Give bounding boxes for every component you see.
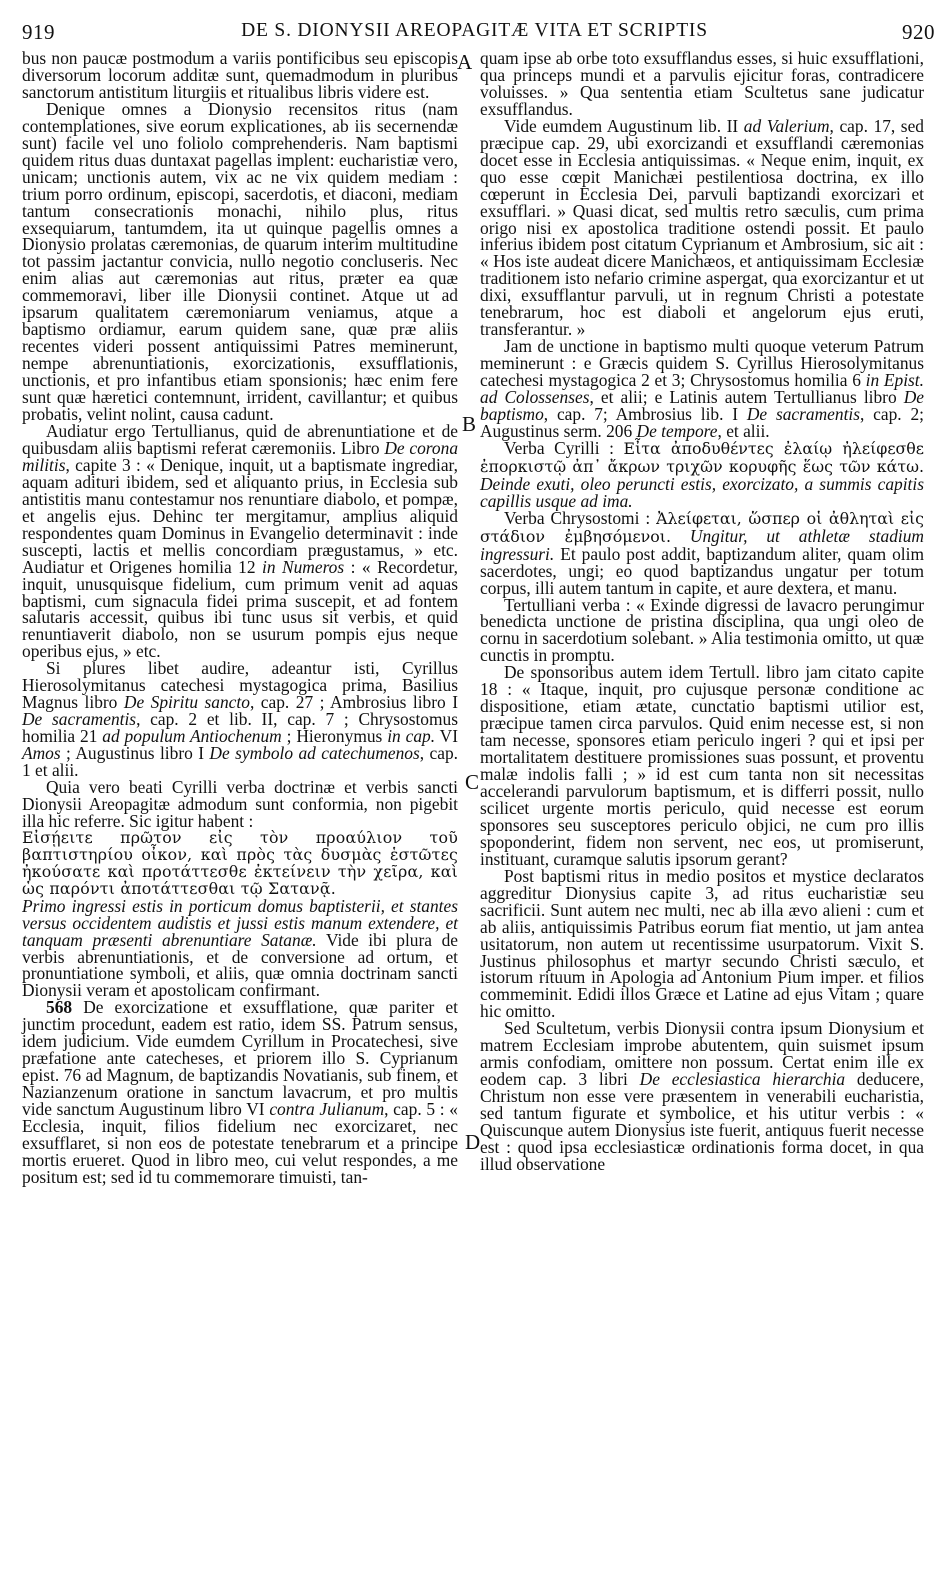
right-column: [480, 50, 924, 1173]
left-page-number: 919: [22, 20, 55, 44]
paragraph: Post baptismi ritus in medio positos et mystice declaratos aggreditur Dionysius capite 3, ad ritus eucharistiæ seu sacrificii. Sunt autem nec multi, nec ab illa ævo alieni : cum et ab aliis, antiquissimis Patribus eorum fiat mentio, ut jam antea usitatorum, non autem ut recentissime usurpatorum. Vixit S. Justinus philosophus et martyr secundo Christi sæculo, et istorum rituum in Apologia ad Antonium Pium imper. et filios commeminit. Edidi illos Græce et Latine ad ejus Vitam ; quare hic omitto.: [480, 865, 924, 1022]
page-header: [0, 14, 949, 48]
greek-quotation: Ἀλείφεται, ὥσπερ οἱ ἀθληταὶ εἰς στάδιον ἐμβησόμενοι.: [480, 508, 925, 546]
paragraph: Denique omnes a Dionysio recensitos ritus (nam contemplationes, sive eorum explicationes, ab iis secernendæ sunt) facile vel uno foliolo comprehenderis. Nam baptismi quidem ritus duas duntaxat pagellas implent: eucharistiæ vero, unicam; unctionis autem, vix ac ne vix quidem mediam : trium porro ordinum, episcopi, sacerdotis, et diaconi, mediam tantum consecrationis monachi, nihilo plus, ritus exsequiarum, tantumdem, ita ut quinque pagellis omnes a Dionysio prolatas cæremonias, de quarum interim multitudine tot passim jactantur convicia, nullo negotio concluseris. Nec enim alias aut cæremonias aut ritus, præter ea quæ commemoravi, liber ille Dionysii continet. Atque ut ad ipsarum qualitatem cæremoniarum veniamus, atque a baptismo ordiamur, earum quidem sane, quæ præ aliis recentes videri possent antiquissimi Patres meminerunt, nempe abrenuntiationis, exorcizationis, exsufflationis, unctionis, et pro infantibus etiam sponsionis; hæc enim fere sunt quæ hæretici contemnunt, irrident, cavillantur; et quibus probatis, velint nolint, causa cadunt.: [22, 98, 458, 425]
left-column: [22, 50, 458, 1186]
margin-marker-b: B: [462, 412, 477, 436]
paragraph: Si plures libet audire, adeantur isti, Cyrillus Hierosolymitanus catechesi mystagogica prima, Basilius Magnus libro De Spiritu sancto, cap. 27 ; Ambrosius libro I De sacramentis, cap. 2 et lib. II, cap. 7 ; Chrysostomus homilia 21 ad populum Antiochenum ; Hieronymus in cap. VI Amos ; Augustinus libro I De symbolo ad catechumenos, cap. 1 et alii.: [22, 658, 458, 781]
paragraph: Sed Scultetum, verbis Dionysii contra ipsum Dionysium et matrem Ecclesiam improbe abutentem, quin suismet ipsum armis confodiam, omittere non possum. Certat enim ille ex eodem cap. 3 libri De ecclesiastica hierarchia deducere, Christum non esse vere præsentem in venerabili eucharistia, sed tantum figurate et symbolice, et his utitur verbis : « Quiscunque autem Dionysius iste fuerit, antiquus fuerit necesse est : quod ipsa ecclesiasticæ ordinationis forma docet, in qua illud observatione: [480, 1018, 925, 1174]
paragraph: Audiatur ergo Tertullianus, quid de abrenuntiatione et de quibusdam aliis baptismi referat cæremoniis. Libro De corona militis, capite 3 : « Denique, inquit, ut a baptismate ingrediar, aquam adituri ibidem, sed et aliquanto prius, in Ecclesia sub antistitis manu contestamur nos renuntiare diabolo, et pompæ, et angelis ejus. Dehinc ter mergitamur, amplius aliquid respondentes quam Dominus in Evangelio determinavit : inde suscepti, lactis et mellis concordiam prægustamus, » etc. Audiatur et Origenes homilia 12 in Numeros : « Recordetur, inquit, unusquisque fidelium, cum primum venit ad aquas baptismi, cum signacula fidei prima suscepit, et ad fontem salutaris accessit, quibus ibi tunc usus sit verbis, et quid renuntiaverit diabolo, non se usurum pompis ejus neque operibus ejus, » etc.: [22, 420, 459, 662]
greek-quotation: Εἶτα ἀποδυθέντες ἐλαίῳ ἠλείφεσθε ἐπορκιστῷ ἀπ᾽ ἄκρων τριχῶν κορυφῆς ἕως τῶν κάτω.: [480, 438, 924, 476]
running-title: DE S. DIONYSII AREOPAGITÆ VITA ET SCRIPTIS: [241, 20, 708, 41]
paragraph: 568 De exorcizatione et exsufflatione, quæ pariter et junctim procedunt, eadem est ratio, idem SS. Patrum sensus, idem judicium. Vide eumdem Cyrillum in Procatechesi, sive præfatione ante catecheses, et priorem illo S. Cyprianum epist. 76 ad Magnum, de baptizandis Novatianis, sub finem, et Nazianzenum oratione in sanctum lavacrum, et pro multis vide sanctum Augustinum libro VI contra Julianum, cap. 5 : « Ecclesia, inquit, filios fidelium nec exorcizaret, nec exsufflaret, si non eos de potestate tenebrarum et a principe mortis erueret. Quod in libro meo, cui velut respondes, a me positum est; sed id tu commemorare timuisti, tan-: [22, 997, 458, 1187]
greek-quotation: Εἰσῄειτε πρῶτον εἰς τὸν προαύλιον τοῦ βαπτιστηρίου οἶκον, καὶ πρὸς τὰς δυσμὰς ἑστῶτες ἠκούσατε καὶ προτάττεσθε ἐκτείνειν τὴν χεῖρα, καὶ ὡς παρόντι ἀποτάττεσθαι τῷ Σατανᾷ.: [22, 827, 458, 898]
paragraph: De sponsoribus autem idem Tertull. libro jam citato capite 18 : « Itaque, inquit, pro cujusque personæ conditione ac dispositione, etiam ætate, cunctatio baptismi utilior est, præcipue tamen circa parvulos. Quid enim necesse est, si non tam necesse, sponsores etiam periculo ingeri ? qui et ipsi per mortalitatem destituere promissiones suas possunt, et proventu malæ indolis falli ; » id est cum tanta non sit necessitas accelerandi parvulorum baptismum, et is differri possit, nullo scilicet urgente mortis periculo, quid necesse est eorum sponsores seu susceptores periculo objici, ne cum pro illis spoponderint, fidem non servent, nec eos, ut promiserunt, instituant, curamque salutis ipsorum gerant?: [480, 662, 924, 869]
margin-marker-a: A: [457, 50, 473, 74]
right-page-number: 920: [902, 20, 935, 44]
paragraph: Quia vero beati Cyrilli verba doctrinæ et verbis sancti Dionysii Areopagitæ admodum sunt conformia, non pigebit illa hic referre. Sic igitur habent :: [22, 776, 458, 831]
paragraph: quam ipse ab orbe toto exsufflandus esses, si huic exsufflationi, qua princeps mundi et a parvulis ejicitur foras, contradicere voluisses. » Qua sententia etiam Scultetus sane judicatur exsufflandus.: [480, 48, 924, 119]
paragraph: Jam de unctione in baptismo multi quoque veterum Patrum meminerunt : e Græcis quidem S. Cyrillus Hierosolymitanus catechesi mystagogica 2 et 3; Chrysostomus homilia 6 in Epist. ad Colossenses, et alii; e Latinis autem Tertullianus libro De baptismo, cap. 7; Ambrosius lib. I De sacramentis, cap. 2; Augustinus serm. 206 De tempore, et alii.: [480, 336, 925, 441]
margin-marker-c: C: [465, 770, 480, 794]
paragraph: Verba Cyrilli : Εἶτα ἀποδυθέντες ἐλαίῳ ἠλείφεσθε ἐπορκιστῷ ἀπ᾽ ἄκρων τριχῶν κορυφῆς ἕως τῶν κάτω. Deinde exuti, oleo peruncti estis, exorcizato, a summis capitis capillis usque ad ima.: [480, 437, 924, 511]
margin-marker-d: D: [465, 1130, 481, 1154]
paragraph: Primo ingressi estis in porticum domus baptisterii, et stantes versus occidentem audistis et jussi estis manum extendere, et tanquam præsenti abrenuntiare Satanæ. Vide ibi plura de verbis abrenuntiationis, et de conversione ad ortum, et pronuntiatione symboli, et aliis, quæ omnia doctrinam sancti Dionysii veram et apostolicam confirmant.: [22, 895, 458, 1001]
section-number: 568: [46, 997, 73, 1018]
paragraph: Tertulliani verba : « Exinde digressi de lavacro perungimur benedicta unctione de pristina disciplina, qua ungi oleo de cornu in sacerdotium solebant. » Alia testimonia omitto, ut quæ cunctis in promptu.: [480, 594, 924, 666]
paragraph: Vide eumdem Augustinum lib. II ad Valerium, cap. 17, sed præcipue cap. 29, ubi exorcizandi et exsufflandi cæremonias docet esse in Ecclesia antiquissimas. « Neque enim, inquit, ex quo esse cœpit Manichæi pestilentiosa doctrina, ex illo cœperunt in Ecclesia Dei, parvuli baptizandi exorcizari et exsufflari. » Quasi dicat, sed multis retro sæculis, cum prima origo nisi ex apostolica traditione ostendi possit. Et paulo inferius ibidem post citatum Cyprianum et Ambrosium, sic ait : « Hos iste audeat dicere Manichæos, et antiquissimam Ecclesiæ traditionem isto nefario crimine aspergat, qua exorcizantur et ut dixi, exsufflantur parvuli, ut in regnum Christi a potestate tenebrarum, hoc est diaboli et angelorum ejus eruti, transferantur. »: [480, 115, 924, 340]
paragraph: bus non paucæ postmodum a variis pontificibus seu episcopis diversorum locorum additæ sunt, quemadmodum in pluribus sanctorum antistitum liturgiis et ritualibus libris videre est.: [22, 48, 458, 102]
paragraph: Verba Chrysostomi : Ἀλείφεται, ὥσπερ οἱ ἀθληταὶ εἰς στάδιον ἐμβησόμενοι. Ungitur, ut athletæ stadium ingressuri. Et paulo post addit, baptizandum aliter, quam olim sacerdotes, ungi; eo quod baptizandus ungatur per totum corpus, illi autem tantum in capite, et aure dextera, et manu.: [480, 507, 925, 598]
